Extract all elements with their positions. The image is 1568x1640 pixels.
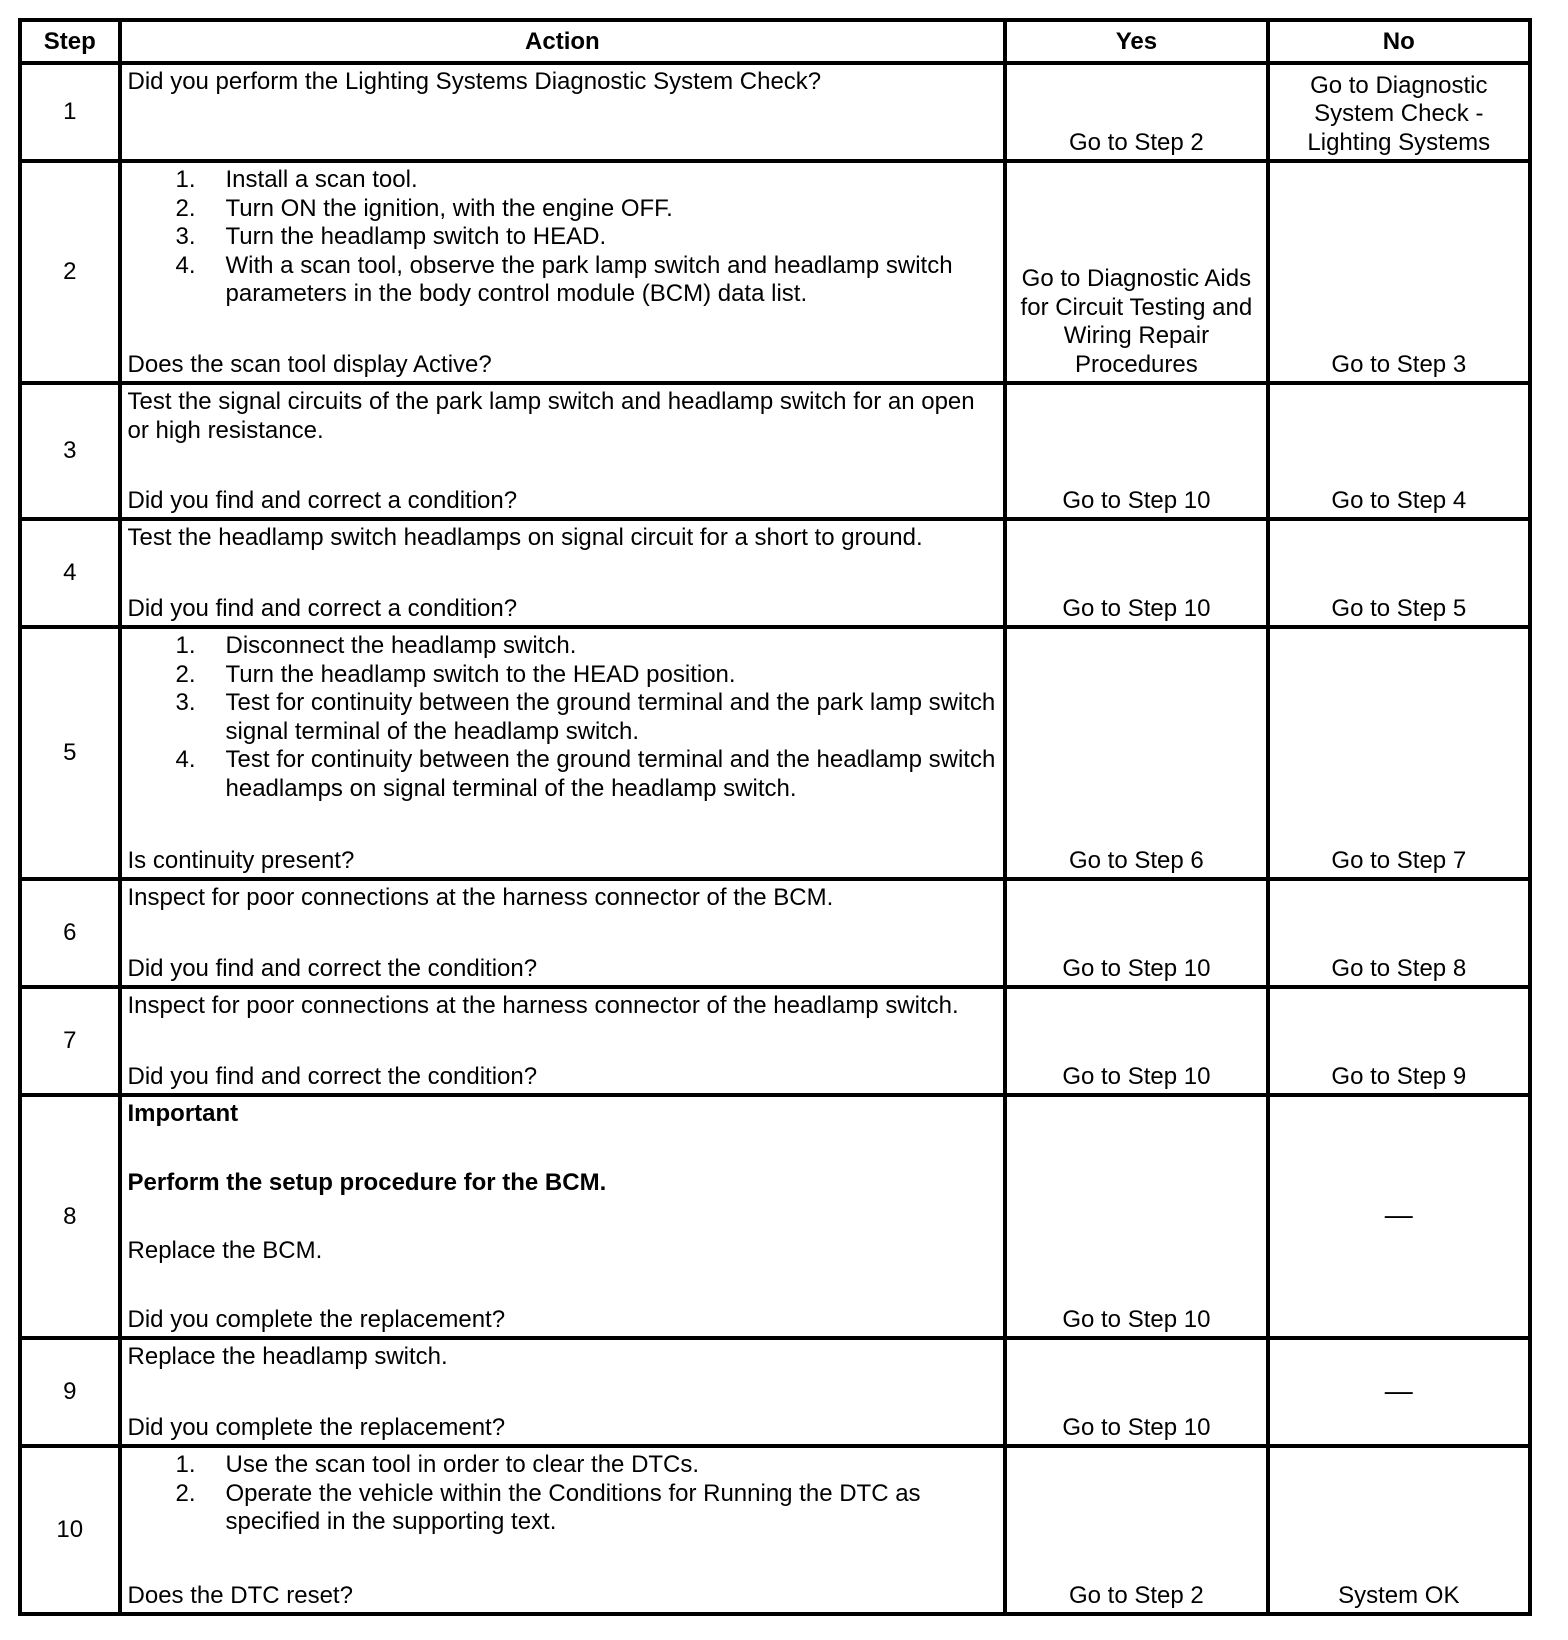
list-item-number: 4. [175,251,196,279]
list-item [176,195,999,224]
list-item-number: 2. [175,194,196,222]
list-item-number: 1. [175,632,196,659]
list-item-text: With a scan tool, observe the park lamp switch and headlamp switch parameters in the body control module (BCM) data list. [225,251,953,307]
list-item-text: Turn ON the ignition, with the engine OFF. [225,194,673,222]
header-step: Step [20,20,120,63]
yes-result: Go to Step 2 [1069,128,1204,156]
no-cell [1268,1446,1530,1614]
no-result: — [1384,1374,1413,1406]
yes-cell [1005,1095,1267,1338]
no-result: System OK [1338,1581,1460,1609]
no-cell [1268,879,1530,987]
list-item-number: 1. [175,166,196,193]
action-list [128,1451,999,1537]
action-text: Inspect for poor connections at the harness connector of the BCM. [127,884,834,911]
step-number: 6 [20,879,120,987]
list-item [176,166,999,195]
no-cell [1268,161,1530,383]
list-item-number: 1. [175,1451,196,1478]
header-action: Action [120,20,1006,63]
action-cell [120,519,1006,627]
action-cell [120,161,1006,383]
table-row [20,879,1530,987]
table-row [20,1446,1530,1614]
no-result: Go to Step 3 [1331,350,1467,378]
yes-cell [1005,879,1267,987]
action-cell [120,987,1006,1095]
list-item [176,689,999,746]
list-item-number: 2. [175,660,196,688]
action-cell [120,1095,1006,1338]
action-question: Does the scan tool display Active? [127,350,492,378]
diagnostic-table [18,18,1532,1616]
no-result: Go to Diagnostic System Check - Lighting Systems [1307,71,1491,156]
action-question: Did you find and correct the condition? [127,954,538,982]
step-number: 3 [20,383,120,519]
list-item-text: Turn the headlamp switch to HEAD. [225,223,607,250]
list-item-text: Test for continuity between the ground terminal and the headlamp switch headlamps on signal terminal of the headlamp switch. [225,746,996,802]
table-row [20,161,1530,383]
no-cell [1268,627,1530,879]
step-number: 8 [20,1095,120,1338]
yes-cell [1005,987,1267,1095]
no-cell [1268,987,1530,1095]
action-cell [120,1446,1006,1614]
list-item-number: 2. [175,1479,196,1507]
list-item-text: Use the scan tool in order to clear the DTCs. [225,1451,700,1478]
list-item-number: 3. [175,689,196,716]
no-cell [1268,383,1530,519]
no-result: Go to Step 8 [1331,954,1467,982]
yes-cell [1005,627,1267,879]
yes-cell [1005,161,1267,383]
action-cell [120,627,1006,879]
list-item [176,746,999,803]
no-result: Go to Step 7 [1331,846,1467,874]
list-item [176,632,999,661]
action-question: Did you find and correct a condition? [127,594,518,622]
step-number: 1 [20,63,120,161]
action-cell [120,1338,1006,1446]
important-note: Perform the setup procedure for the BCM. [127,1168,607,1196]
no-result: — [1384,1199,1413,1231]
action-question: Did you find and correct the condition? [127,1062,538,1090]
list-item [176,223,999,252]
step-number: 7 [20,987,120,1095]
action-cell [120,879,1006,987]
action-question: Does the DTC reset? [127,1581,353,1609]
action-question: Did you complete the replacement? [127,1413,506,1441]
list-item-text: Disconnect the headlamp switch. [225,632,577,659]
step-number: 5 [20,627,120,879]
yes-result: Go to Step 10 [1062,1305,1211,1333]
list-item [176,1480,999,1537]
no-cell [1268,1095,1530,1338]
step-number: 10 [20,1446,120,1614]
no-result: Go to Step 9 [1331,1062,1467,1090]
important-label: Important [127,1100,239,1127]
yes-result: Go to Step 2 [1069,1581,1204,1609]
yes-cell [1005,383,1267,519]
yes-result: Go to Step 10 [1062,486,1211,514]
table-row [20,987,1530,1095]
action-text: Replace the BCM. [127,1237,323,1264]
list-item-number: 3. [175,223,196,250]
action-cell [120,383,1006,519]
yes-result: Go to Step 10 [1062,1062,1211,1090]
header-yes: Yes [1005,20,1267,63]
step-number: 2 [20,161,120,383]
yes-result: Go to Diagnostic Aids for Circuit Testing and Wiring Repair Procedures [1020,265,1253,378]
yes-result: Go to Step 6 [1069,846,1204,874]
action-text: Replace the headlamp switch. [127,1343,448,1370]
yes-cell [1005,1338,1267,1446]
table-row [20,383,1530,519]
no-result: Go to Step 5 [1331,594,1467,622]
list-item-text: Operate the vehicle within the Conditions for Running the DTC as specified in the supporting text. [225,1479,921,1535]
list-item [176,252,999,309]
list-item-text: Test for continuity between the ground terminal and the park lamp switch signal terminal of the headlamp switch. [225,689,996,745]
header-no: No [1268,20,1530,63]
list-item [176,661,999,690]
action-question: Is continuity present? [127,846,355,874]
no-result: Go to Step 4 [1331,486,1467,514]
yes-cell [1005,1446,1267,1614]
table-row [20,627,1530,879]
yes-result: Go to Step 10 [1062,1413,1211,1441]
list-item-text: Turn the headlamp switch to the HEAD position. [225,660,736,688]
table-row [20,1095,1530,1338]
no-cell [1268,1338,1530,1446]
table-row [20,1338,1530,1446]
no-cell [1268,63,1530,161]
list-item-number: 4. [175,746,196,773]
action-text: Test the signal circuits of the park lamp switch and headlamp switch for an open or high resistance. [127,388,975,444]
action-list [128,166,999,309]
action-text: Inspect for poor connections at the harness connector of the headlamp switch. [127,992,959,1019]
yes-result: Go to Step 10 [1062,954,1211,982]
step-number: 9 [20,1338,120,1446]
action-question: Did you complete the replacement? [127,1305,506,1333]
yes-cell [1005,519,1267,627]
action-question: Did you find and correct a condition? [127,486,518,514]
action-text: Test the headlamp switch headlamps on signal circuit for a short to ground. [127,524,923,551]
action-cell [120,63,1006,161]
list-item-text: Install a scan tool. [225,166,418,193]
table-row [20,519,1530,627]
list-item [176,1451,999,1480]
step-number: 4 [20,519,120,627]
action-text: Did you perform the Lighting Systems Diagnostic System Check? [127,68,822,95]
yes-cell [1005,63,1267,161]
table-row [20,63,1530,161]
yes-result: Go to Step 10 [1062,594,1211,622]
action-list [128,632,999,803]
header-row [20,20,1530,63]
no-cell [1268,519,1530,627]
